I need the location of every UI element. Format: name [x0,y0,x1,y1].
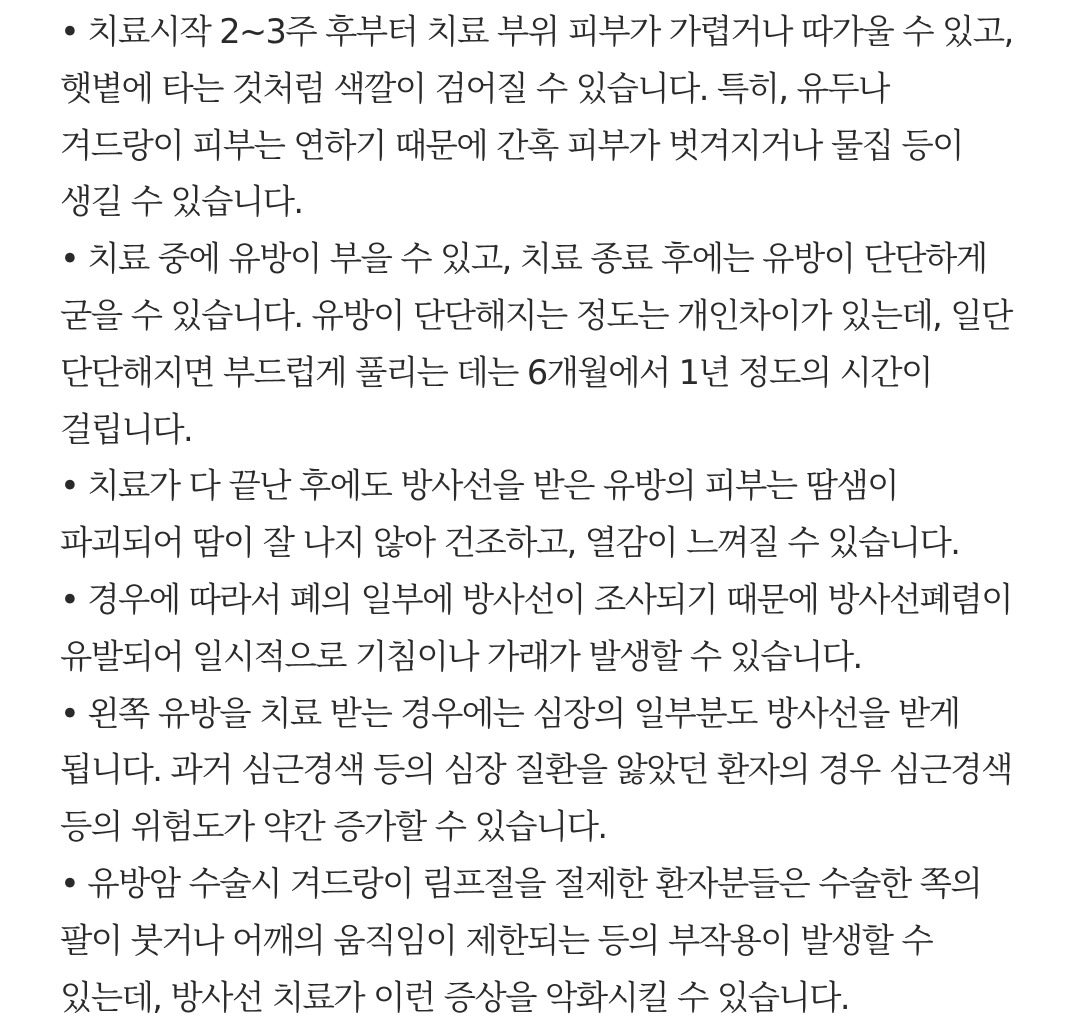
list-item-pneumonitis: • 경우에 따라서 폐의 일부에 방사선이 조사되기 때문에 방사선폐렴이 유발되어 일시적으로 기침이나 가래가 발생할 수 있습니다. [60,579,1012,676]
list-item-skin-reaction: • 치료시작 2~3주 후부터 치료 부위 피부가 가렵거나 따가울 수 있고, 햇볕에 타는 것처럼 색깔이 검어질 수 있습니다. 특히, 유두나 겨드랑이 피부는 연하기 때문에 간혹 피부가 벗겨지거나 물집 등이 생길 수 있습니다. [60,12,1013,222]
list-item-heart-risk: • 왼쪽 유방을 치료 받는 경우에는 심장의 일부분도 방사선을 받게 됩니다. 과거 심근경색 등의 심장 질환을 앓았던 환자의 경우 심근경색 등의 위험도가 약간 증가할 수 있습니다. [60,693,1012,847]
side-effects-list [60,4,1020,1026]
list-item-sweat-gland: • 치료가 다 끝난 후에도 방사선을 받은 유방의 피부는 땀샘이 파괴되어 땀이 잘 나지 않아 건조하고, 열감이 느껴질 수 있습니다. [60,466,960,563]
list-item-breast-swelling: • 치료 중에 유방이 부을 수 있고, 치료 종료 후에는 유방이 단단하게 굳을 수 있습니다. 유방이 단단해지는 정도는 개인차이가 있는데, 일단 단단해지면 부드럽게 풀리는 데는 6개월에서 1년 정도의 시간이 걸립니다. [60,239,1012,449]
list-item-arm-lymphedema: • 유방암 수술시 겨드랑이 림프절을 절제한 환자분들은 수술한 쪽의 팔이 붓거나 어깨의 움직임이 제한되는 등의 부작용이 발생할 수 있는데, 방사선 치료가 이런 증상을 악화시킬 수 있습니다. [60,863,982,1017]
